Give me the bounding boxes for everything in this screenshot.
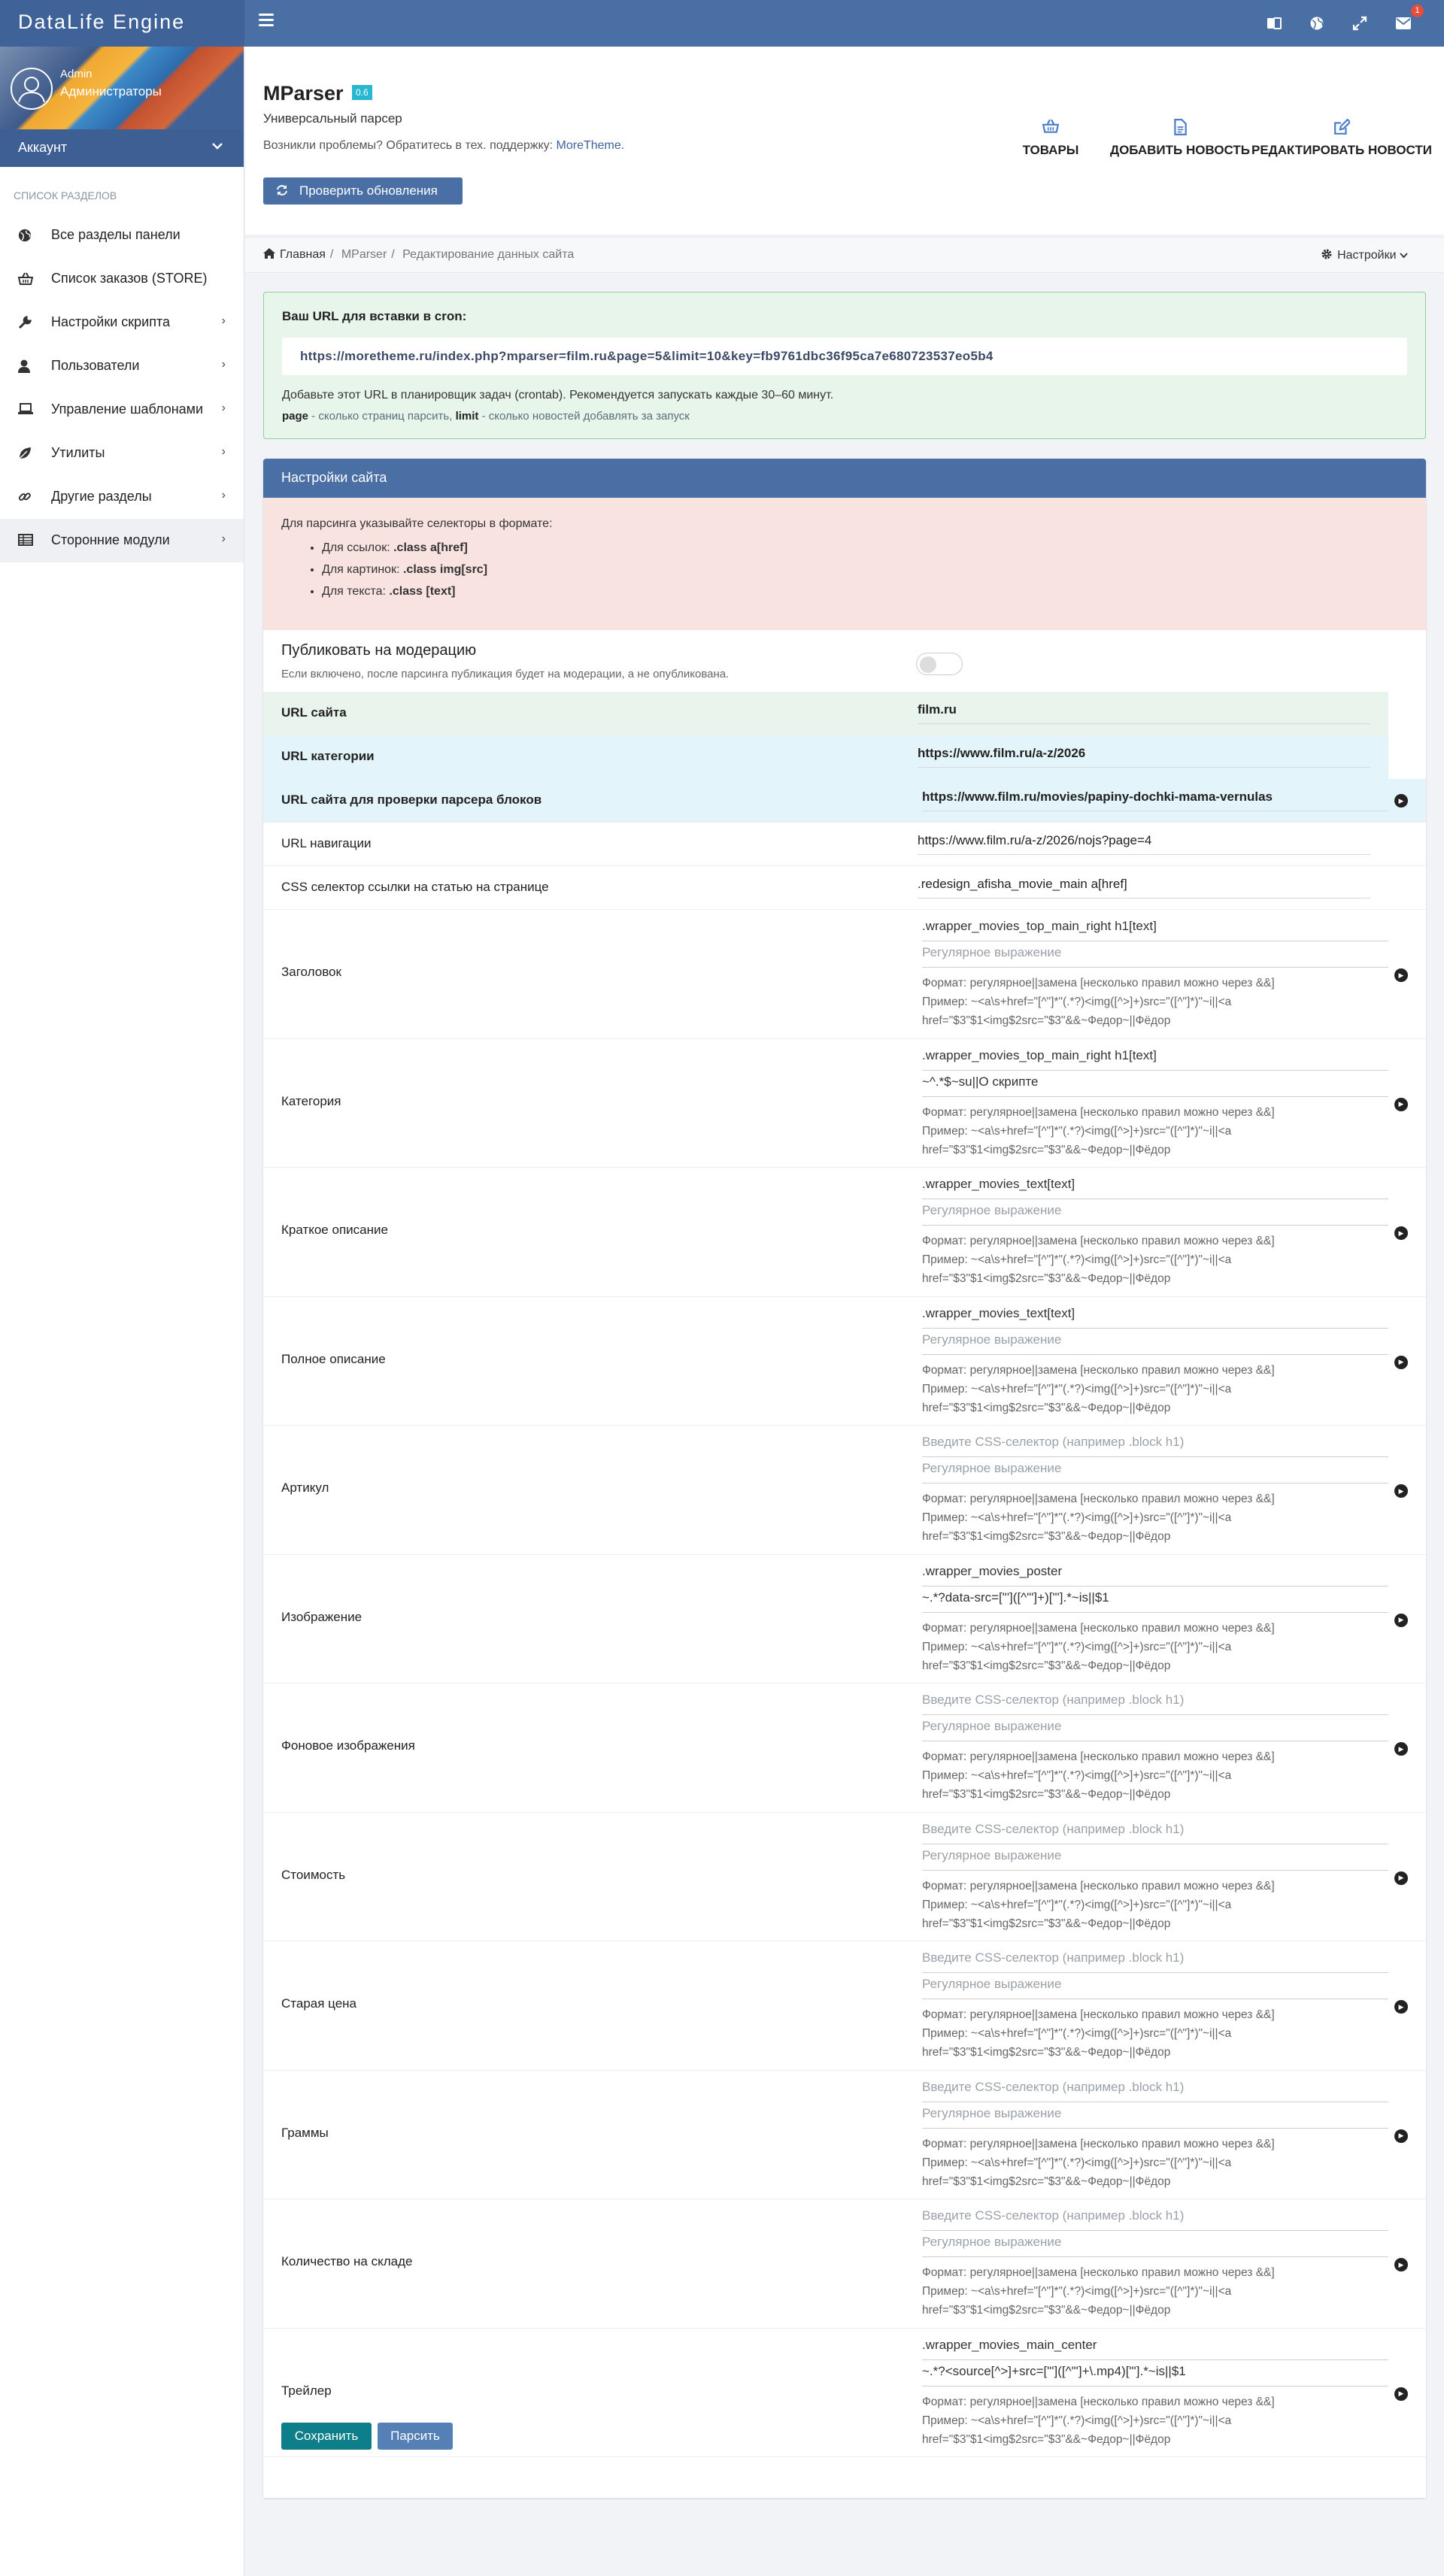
sidebar-item-orders[interactable]	[0, 257, 244, 301]
breadcrumb: Главная / MParser / Редактирование данных сайта Настройки	[245, 237, 1444, 273]
selector-input[interactable]: .wrapper_movies_text[text]	[922, 1306, 1388, 1329]
field-row	[263, 1683, 1426, 1813]
chevron-down-icon	[212, 140, 223, 152]
field-label: Краткое описание	[281, 1223, 388, 1237]
regex-hint: Формат: регулярное||замена [несколько правил можно через &&] Пример: ~<a\s+href="[^"]*"(.*?)<img([^>]+)src="([^"]*)"~i||<a href="$3"$1<img$2src="$3"&&~Федор~||Фёдор	[922, 2395, 1275, 2446]
field-label: CSS селектор ссылки на статью на странице	[281, 880, 549, 894]
play-icon[interactable]: ▶	[1394, 1098, 1408, 1111]
regex-hint: Формат: регулярное||замена [несколько правил можно через &&] Пример: ~<a\s+href="[^"]*"(.*?)<img([^>]+)src="([^"]*)"~i||<a href="$3"$1<img$2src="$3"&&~Федор~||Фёдор	[922, 1750, 1275, 1801]
selector-format-note	[263, 498, 1426, 630]
field-row	[263, 1813, 1426, 1942]
sidebar-item-templates[interactable]	[0, 388, 244, 432]
publish-moderation-row	[263, 630, 1426, 692]
note-item: • Для текста: .class [text]	[322, 585, 1426, 599]
menu-toggle-icon[interactable]	[259, 14, 274, 26]
selector-input[interactable]: .wrapper_movies_poster	[922, 1564, 1388, 1587]
chevron-right-icon: ›	[221, 358, 226, 371]
gear-icon	[1321, 248, 1333, 260]
sidebar-item-label: Другие разделы	[51, 489, 152, 504]
sidebar-item-label: Сторонние модули	[51, 532, 170, 547]
sidebar-item-script-settings[interactable]	[0, 301, 244, 344]
play-icon[interactable]: ▶	[1394, 1356, 1408, 1369]
field-label: Количество на складе	[281, 2254, 413, 2268]
selector-input[interactable]: .wrapper_movies_top_main_right h1[text]	[922, 919, 1388, 941]
regex-input[interactable]: Регулярное выражение	[922, 1977, 1388, 1999]
fullscreen-icon[interactable]	[1351, 15, 1368, 32]
cron-instruction: Добавьте этот URL в планировщик задач (crontab). Рекомендуется запускать каждые 30–60 минут.	[282, 389, 834, 402]
regex-hint: Формат: регулярное||замена [несколько правил можно через &&] Пример: ~<a\s+href="[^"]*"(.*?)<img([^>]+)src="([^"]*)"~i||<a href="$3"$1<img$2src="$3"&&~Федор~||Фёдор	[922, 1621, 1275, 1672]
selector-input[interactable]: Введите CSS-селектор (например .block h1)	[922, 1822, 1388, 1844]
field-label: URL сайта для проверки парсера блоков	[281, 792, 542, 807]
chevron-right-icon: ›	[221, 314, 226, 327]
site-settings-panel	[263, 459, 1426, 2498]
support-text: Возникли проблемы? Обратитесь в тех. поддержку: MoreTheme.	[263, 139, 625, 152]
field-row	[263, 2199, 1426, 2329]
chevron-right-icon: ›	[221, 532, 226, 545]
play-icon[interactable]: ▶	[1394, 2000, 1408, 2014]
cron-url-field[interactable]: https://moretheme.ru/index.php?mparser=film.ru&page=5&limit=10&key=fb9761dbc36f95ca7e680723537eo5b4	[282, 338, 1407, 375]
play-icon[interactable]: ▶	[1394, 2387, 1408, 2401]
user-name: Admin	[60, 68, 93, 80]
mail-icon[interactable]	[1395, 15, 1412, 32]
table-icon	[18, 534, 32, 547]
selector-input[interactable]: Введите CSS-селектор (например .block h1)	[922, 1950, 1388, 1973]
field-row	[263, 692, 1388, 735]
sidebar-item-users[interactable]	[0, 344, 244, 388]
link-edit-news-label: РЕДАКТИРОВАТЬ НОВОСТИ	[1251, 143, 1433, 157]
regex-hint: Формат: регулярное||замена [несколько правил можно через &&] Пример: ~<a\s+href="[^"]*"(.*?)<img([^>]+)src="([^"]*)"~i||<a href="$3"$1<img$2src="$3"&&~Федор~||Фёдор	[922, 1879, 1275, 1930]
check-updates-button[interactable]	[263, 177, 463, 205]
sidebar-item-label: Все разделы панели	[51, 227, 180, 242]
regex-input[interactable]: Регулярное выражение	[922, 1719, 1388, 1741]
chevron-down-icon	[1400, 253, 1408, 259]
field-row	[263, 823, 1426, 866]
field-row	[263, 1426, 1426, 1555]
regex-hint: Формат: регулярное||замена [несколько правил можно через &&] Пример: ~<a\s+href="[^"]*"(.*?)<img([^>]+)src="([^"]*)"~i||<a href="$3"$1<img$2src="$3"&&~Федор~||Фёдор	[922, 1105, 1275, 1156]
page-header	[245, 47, 1444, 235]
cron-heading: Ваш URL для вставки в cron:	[282, 309, 467, 323]
field-label: URL категории	[281, 749, 375, 763]
sidebar-item-label: Настройки скрипта	[51, 314, 171, 329]
link-edit-news[interactable]	[1229, 119, 1444, 158]
field-row	[263, 735, 1388, 779]
field-row	[263, 1168, 1426, 1297]
settings-dropdown[interactable]: Настройки	[1321, 248, 1408, 262]
parse-button[interactable]: Парсить	[378, 2423, 453, 2450]
note-item: • Для ссылок: .class a[href]	[322, 541, 1426, 555]
play-icon[interactable]: ▶	[1394, 1614, 1408, 1627]
play-icon[interactable]: ▶	[1394, 1226, 1408, 1240]
cron-params-help: page - сколько страниц парсить, limit - сколько новостей добавлять за запуск	[282, 410, 690, 423]
support-link[interactable]: MoreTheme.	[556, 139, 625, 152]
regex-input[interactable]: ~.*?data-src=["']([^"']+)["'].*~is||$1	[922, 1590, 1388, 1613]
field-label: Категория	[281, 1093, 341, 1108]
refresh-icon	[276, 184, 288, 200]
field-input[interactable]: https://www.film.ru/movies/papiny-dochki-mama-vernulas	[922, 789, 1388, 811]
field-row	[263, 910, 1426, 1039]
play-icon[interactable]: ▶	[1394, 2129, 1408, 2143]
chevron-right-icon: ›	[221, 445, 226, 458]
play-icon[interactable]: ▶	[1394, 1484, 1408, 1498]
app-brand[interactable]: DataLife Engine	[0, 0, 244, 47]
field-input[interactable]: https://www.film.ru/a-z/2026	[918, 746, 1370, 768]
field-label: Изображение	[281, 1609, 363, 1624]
field-label: Полное описание	[281, 1351, 386, 1366]
leaf-icon	[18, 447, 32, 460]
field-label: Граммы	[281, 2125, 329, 2140]
sidebar-item-label: Утилиты	[51, 445, 105, 460]
edit-icon	[1333, 119, 1350, 135]
field-input[interactable]: https://www.film.ru/a-z/2026/nojs?page=4	[918, 833, 1370, 855]
selector-input[interactable]: Введите CSS-селектор (например .block h1)	[922, 2208, 1388, 2231]
regex-input[interactable]: ~^.*$~su||О скрипте	[922, 1074, 1388, 1097]
basket-icon	[1042, 119, 1059, 135]
field-row	[263, 2071, 1426, 2200]
field-row	[263, 779, 1426, 823]
regex-hint: Формат: регулярное||замена [несколько правил можно через &&] Пример: ~<a\s+href="[^"]*"(.*?)<img([^>]+)src="([^"]*)"~i||<a href="$3"$1<img$2src="$3"&&~Федор~||Фёдор	[922, 1235, 1275, 1285]
regex-input[interactable]: Регулярное выражение	[922, 945, 1388, 968]
wrench-icon	[18, 316, 32, 329]
top-bar	[0, 0, 1444, 47]
regex-hint: Формат: регулярное||замена [несколько правил можно через &&] Пример: ~<a\s+href="[^"]*"(.*?)<img([^>]+)src="([^"]*)"~i||<a href="$3"$1<img$2src="$3"&&~Федор~||Фёдор	[922, 1493, 1275, 1543]
basket-icon	[18, 272, 32, 286]
publish-toggle[interactable]	[916, 653, 963, 675]
account-toggle[interactable]	[0, 129, 244, 167]
field-label: Трейлер	[281, 2383, 332, 2398]
regex-input[interactable]: Регулярное выражение	[922, 1461, 1388, 1483]
main-content	[245, 47, 1444, 273]
field-label: URL сайта	[281, 705, 347, 720]
account-label: Аккаунт	[18, 140, 68, 155]
breadcrumb-home[interactable]: Главная	[263, 248, 326, 261]
regex-hint: Формат: регулярное||замена [несколько правил можно через &&] Пример: ~<a\s+href="[^"]*"(.*?)<img([^>]+)src="([^"]*)"~i||<a href="$3"$1<img$2src="$3"&&~Федор~||Фёдор	[922, 2266, 1275, 2317]
sidebar-item-modules[interactable]	[0, 519, 244, 562]
publish-title: Публиковать на модерацию	[281, 642, 477, 659]
avatar[interactable]	[11, 68, 53, 110]
link-add-news-label: ДОБАВИТЬ НОВОСТЬ	[1109, 143, 1251, 157]
sidebar	[0, 47, 244, 2576]
field-row	[263, 1039, 1426, 1168]
link-products-label: ТОВАРЫ	[1022, 143, 1079, 157]
play-icon[interactable]: ▶	[1394, 1871, 1408, 1885]
field-label: Заголовок	[281, 965, 341, 979]
sidebar-item-other[interactable]	[0, 475, 244, 519]
regex-input[interactable]: Регулярное выражение	[922, 1332, 1388, 1355]
field-label: Фоновое изображения	[281, 1738, 415, 1753]
page-title: MParser	[263, 82, 344, 105]
regex-input[interactable]: Регулярное выражение	[922, 2235, 1388, 2257]
regex-input[interactable]: Регулярное выражение	[922, 2106, 1388, 2129]
field-label: Артикул	[281, 1480, 329, 1495]
user-panel	[0, 47, 244, 129]
field-input[interactable]: .redesign_afisha_movie_main a[href]	[918, 877, 1370, 899]
page-subtitle: Универсальный парсер	[263, 111, 402, 126]
note-item: • Для картинок: .class img[src]	[322, 563, 1426, 577]
play-icon[interactable]: ▶	[1394, 1742, 1408, 1756]
version-badge: 0.6	[352, 85, 372, 100]
cron-alert	[263, 292, 1426, 439]
chevron-right-icon: ›	[221, 402, 226, 414]
selector-input[interactable]: .wrapper_movies_top_main_right h1[text]	[922, 1048, 1388, 1071]
regex-hint: Формат: регулярное||замена [несколько правил можно через &&] Пример: ~<a\s+href="[^"]*"(.*?)<img([^>]+)src="([^"]*)"~i||<a href="$3"$1<img$2src="$3"&&~Федор~||Фёдор	[922, 1363, 1275, 1414]
selector-input[interactable]: Введите CSS-селектор (например .block h1)	[922, 1435, 1388, 1457]
note-intro: Для парсинга указывайте селекторы в формате:	[281, 517, 553, 530]
selector-input[interactable]: .wrapper_movies_main_center	[922, 2338, 1388, 2360]
panel-title: Настройки сайта	[263, 459, 1426, 498]
breadcrumb-current: Редактирование данных сайта	[402, 248, 575, 261]
chevron-right-icon: ›	[221, 489, 226, 502]
regex-input[interactable]: Регулярное выражение	[922, 1848, 1388, 1871]
sidebar-item-label: Управление шаблонами	[51, 402, 204, 417]
field-label: Стоимость	[281, 1867, 346, 1882]
regex-hint: Формат: регулярное||замена [несколько правил можно через &&] Пример: ~<a\s+href="[^"]*"(.*?)<img([^>]+)src="([^"]*)"~i||<a href="$3"$1<img$2src="$3"&&~Федор~||Фёдор	[922, 2137, 1275, 2188]
play-icon[interactable]: ▶	[1394, 968, 1408, 982]
user-role: Администраторы	[60, 84, 162, 98]
section-label: СПИСОК РАЗДЕЛОВ	[14, 189, 117, 202]
field-row	[263, 1941, 1426, 2071]
field-label: URL навигации	[281, 836, 372, 850]
field-row	[263, 1297, 1426, 1426]
link-icon	[18, 490, 32, 504]
notification-badge: 1	[1411, 5, 1424, 17]
check-updates-label: Проверить обновления	[299, 183, 438, 198]
regex-hint: Формат: регулярное||замена [несколько правил можно через &&] Пример: ~<a\s+href="[^"]*"(.*?)<img([^>]+)src="([^"]*)"~i||<a href="$3"$1<img$2src="$3"&&~Федор~||Фёдор	[922, 2008, 1275, 2059]
sidebar-item-label: Пользователи	[51, 358, 140, 373]
selector-input[interactable]: .wrapper_movies_text[text]	[922, 1177, 1388, 1199]
breadcrumb-mparser[interactable]: MParser	[341, 248, 387, 261]
laptop-icon	[18, 403, 32, 417]
field-row	[263, 1555, 1426, 1684]
globe-icon[interactable]	[1309, 15, 1325, 32]
sidebar-item-utilities[interactable]	[0, 432, 244, 475]
publish-description: Если включено, после парсинга публикация будет на модерации, а не опубликована.	[281, 668, 730, 680]
field-row	[263, 866, 1426, 910]
field-label: Старая цена	[281, 1996, 357, 2011]
sidebar-item-label: Список заказов (STORE)	[51, 271, 208, 286]
user-icon	[18, 359, 32, 373]
regex-input[interactable]: Регулярное выражение	[922, 1203, 1388, 1226]
selector-input[interactable]: Введите CSS-селектор (например .block h1)	[922, 2080, 1388, 2102]
selector-input[interactable]: Введите CSS-селектор (например .block h1)	[922, 1693, 1388, 1715]
play-icon[interactable]: ▶	[1394, 2258, 1408, 2271]
file-icon	[1172, 119, 1188, 135]
save-button[interactable]: Сохранить	[281, 2423, 372, 2450]
home-icon	[263, 248, 275, 259]
language-icon[interactable]	[1266, 15, 1282, 32]
sidebar-item-all-sections[interactable]	[0, 214, 244, 257]
play-icon[interactable]: ▶	[1394, 794, 1408, 808]
regex-hint: Формат: регулярное||замена [несколько правил можно через &&] Пример: ~<a\s+href="[^"]*"(.*?)<img([^>]+)src="([^"]*)"~i||<a href="$3"$1<img$2src="$3"&&~Федор~||Фёдор	[922, 977, 1275, 1027]
field-input[interactable]: film.ru	[918, 702, 1370, 724]
globe-icon	[18, 229, 32, 242]
regex-input[interactable]: ~.*?<source[^>]+src=["']([^"']+\.mp4)["'].*~is||$1	[922, 2364, 1388, 2387]
